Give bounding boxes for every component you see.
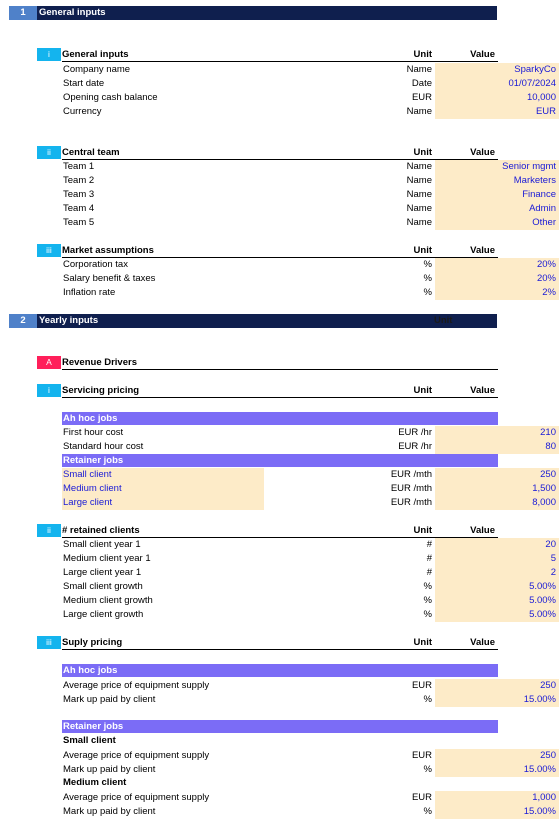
retainer-jobs-band: Retainer jobs	[62, 454, 498, 467]
input-cell[interactable]: 15.00%	[435, 805, 559, 819]
row-medium-client-growth: Medium client growth % 5.00%	[62, 594, 498, 608]
input-cell[interactable]: 01/07/2024	[435, 77, 559, 91]
category-badge: A	[37, 356, 61, 369]
input-cell[interactable]: 80	[435, 440, 559, 454]
row-small-markup: Mark up paid by client % 15.00%	[62, 763, 498, 777]
input-cell[interactable]: 15.00%	[435, 693, 559, 707]
row-small-client-price: Small client EUR /mth 250	[62, 468, 498, 482]
input-cell[interactable]: 250	[435, 679, 559, 693]
input-cell[interactable]: 5.00%	[435, 608, 559, 622]
row-team-1: Team 1 Name Senior mgmt	[62, 160, 498, 174]
medium-client-subheading: Medium client	[63, 777, 127, 788]
row-inflation-rate: Inflation rate % 2%	[62, 286, 498, 300]
input-cell[interactable]: 250	[435, 468, 559, 482]
market-assumptions-header: Market assumptions Unit Value	[62, 244, 498, 258]
retainer-jobs-band: Retainer jobs	[62, 720, 498, 733]
revenue-drivers-header: Revenue Drivers	[62, 356, 498, 370]
row-small-client-growth: Small client growth % 5.00%	[62, 580, 498, 594]
section-number: 2	[9, 314, 37, 328]
row-company-name: Company name Name SparkyCo	[62, 63, 498, 77]
input-cell[interactable]: 2%	[435, 286, 559, 300]
input-cell[interactable]: Finance	[435, 188, 559, 202]
input-cell[interactable]: 10,000	[435, 91, 559, 105]
input-cell[interactable]: 250	[435, 749, 559, 763]
input-cell[interactable]: 15.00%	[435, 763, 559, 777]
row-team-3: Team 3 Name Finance	[62, 188, 498, 202]
subsection-badge: ii	[37, 146, 61, 159]
row-currency: Currency Name EUR	[62, 105, 498, 119]
input-cell[interactable]: SparkyCo	[435, 63, 559, 77]
row-medium-equipment-price: Average price of equipment supply EUR 1,000	[62, 791, 498, 805]
input-cell[interactable]: 2	[435, 566, 559, 580]
input-cell[interactable]: 5.00%	[435, 594, 559, 608]
retained-clients-header: # retained clients Unit Value	[62, 524, 498, 538]
input-cell[interactable]: 20%	[435, 272, 559, 286]
input-cell[interactable]: 20%	[435, 258, 559, 272]
section-number: 1	[9, 6, 37, 20]
adhoc-jobs-band: Ah hoc jobs	[62, 412, 498, 425]
row-large-client-year-1: Large client year 1 # 2	[62, 566, 498, 580]
input-cell[interactable]: 20	[435, 538, 559, 552]
row-medium-client-price: Medium client EUR /mth 1,500	[62, 482, 498, 496]
input-cell[interactable]: Other	[435, 216, 559, 230]
input-cell[interactable]: Marketers	[435, 174, 559, 188]
subsection-badge: i	[37, 48, 61, 61]
subsection-badge: iii	[37, 244, 61, 257]
section-header-general-inputs	[9, 6, 497, 20]
input-cell[interactable]: 5.00%	[435, 580, 559, 594]
subsection-badge: iii	[37, 636, 61, 649]
input-cell[interactable]: 1,000	[435, 791, 559, 805]
row-large-client-price: Large client EUR /mth 8,000	[62, 496, 498, 510]
row-team-4: Team 4 Name Admin	[62, 202, 498, 216]
row-standard-hour-cost: Standard hour cost EUR /hr 80	[62, 440, 498, 454]
row-salary-benefit: Salary benefit & taxes % 20%	[62, 272, 498, 286]
row-large-client-growth: Large client growth % 5.00%	[62, 608, 498, 622]
row-first-hour-cost: First hour cost EUR /hr 210	[62, 426, 498, 440]
servicing-pricing-header: Servicing pricing Unit Value	[62, 384, 498, 398]
subsection-badge: ii	[37, 524, 61, 537]
row-start-date: Start date Date 01/07/2024	[62, 77, 498, 91]
section-title: Yearly inputs	[39, 315, 99, 326]
row-opening-cash: Opening cash balance EUR 10,000	[62, 91, 498, 105]
small-client-subheading: Small client	[63, 735, 116, 746]
subsection-badge: i	[37, 384, 61, 397]
row-small-equipment-price: Average price of equipment supply EUR 250	[62, 749, 498, 763]
supply-pricing-header: Suply pricing Unit Value	[62, 636, 498, 650]
input-cell[interactable]: 210	[435, 426, 559, 440]
adhoc-jobs-band: Ah hoc jobs	[62, 664, 498, 677]
input-cell[interactable]: 5	[435, 552, 559, 566]
row-team-5: Team 5 Name Other	[62, 216, 498, 230]
input-cell[interactable]: EUR	[435, 105, 559, 119]
input-cell[interactable]: Admin	[435, 202, 559, 216]
input-cell[interactable]: Senior mgmt	[435, 160, 559, 174]
central-team-header: Central team Unit Value	[62, 146, 498, 160]
input-cell[interactable]: 1,500	[435, 482, 559, 496]
row-team-2: Team 2 Name Marketers	[62, 174, 498, 188]
section-unit: Unit	[434, 315, 453, 326]
row-small-client-year-1: Small client year 1 # 20	[62, 538, 498, 552]
row-adhoc-markup: Mark up paid by client % 15.00%	[62, 693, 498, 707]
section-title: General inputs	[39, 7, 106, 18]
row-medium-markup: Mark up paid by client % 15.00%	[62, 805, 498, 819]
input-cell[interactable]: 8,000	[435, 496, 559, 510]
section-header-yearly-inputs	[9, 314, 497, 328]
general-inputs-header: General inputs Unit Value	[62, 48, 498, 62]
row-medium-client-year-1: Medium client year 1 # 5	[62, 552, 498, 566]
row-corporation-tax: Corporation tax % 20%	[62, 258, 498, 272]
row-adhoc-equipment-price: Average price of equipment supply EUR 250	[62, 679, 498, 693]
